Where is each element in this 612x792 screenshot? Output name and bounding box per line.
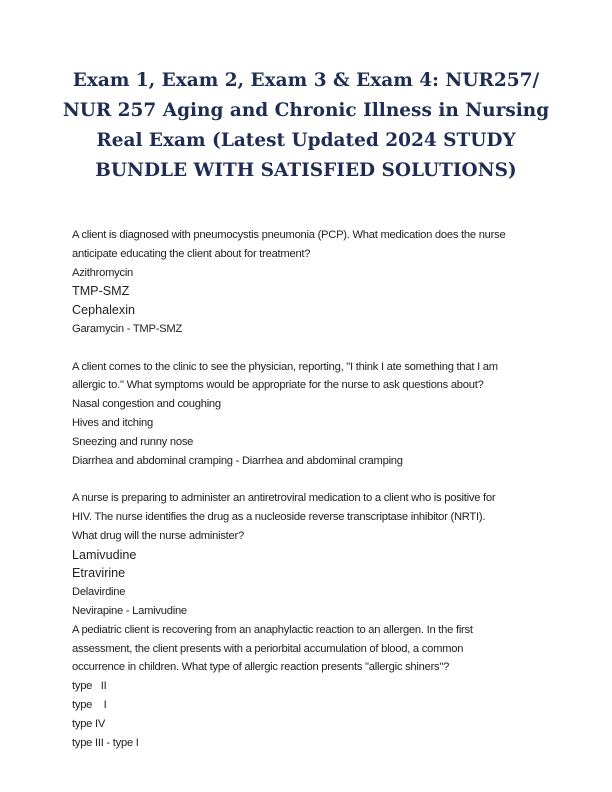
question-block	[72, 621, 552, 753]
title-line: Exam 1, Exam 2, Exam 3 & Exam 4: NUR257/	[72, 70, 540, 91]
question-stem: anticipate educating the client about for treatment?	[72, 247, 311, 260]
question-block	[72, 358, 552, 471]
answer-option: TMP-SMZ	[72, 284, 130, 299]
answer-option: Nasal congestion and coughing	[72, 398, 221, 411]
question-stem: occurrence in children. What type of allergic reaction presents "allergic shiners"?	[72, 661, 450, 674]
answer-option: Hives and itching	[72, 416, 153, 429]
answer-option: Diarrhea and abdominal cramping - Diarrhea and abdominal cramping	[72, 454, 403, 467]
question-stem: A client comes to the clinic to see the physician, reporting, "I think I ate something that I am	[72, 360, 498, 373]
answer-option: type II	[72, 680, 107, 693]
question-stem: allergic to." What symptoms would be appropriate for the nurse to ask questions about?	[72, 379, 484, 392]
question-stem: A client is diagnosed with pneumocystis pneumonia (PCP). What medication does the nurse	[72, 229, 506, 241]
answer-option: type I	[72, 698, 107, 711]
question-stem: A pediatric client is recovering from an anaphylactic reaction to an allergen. In the first	[72, 623, 473, 636]
document-title	[60, 66, 552, 186]
question-list	[72, 226, 552, 752]
answer-option: Lamivudine	[72, 547, 137, 562]
answer-option: type III - type I	[72, 736, 139, 749]
question-block	[72, 489, 552, 621]
answer-option: Azithromycin	[72, 266, 134, 279]
title-line: BUNDLE WITH SATISFIED SOLUTIONS)	[95, 160, 517, 181]
answer-option: type IV	[72, 717, 106, 730]
question-stem: assessment, the client presents with a periorbital accumulation of blood, a common	[72, 642, 464, 655]
question-stem: What drug will the nurse administer?	[72, 529, 244, 542]
answer-option: Sneezing and runny nose	[72, 435, 194, 448]
title-line: Real Exam (Latest Updated 2024 STUDY	[96, 130, 516, 151]
answer-option: Delavirdine	[72, 586, 126, 599]
title-line: NUR 257 Aging and Chronic Illness in Nursing	[62, 100, 550, 121]
answer-option: Etravirine	[72, 566, 126, 581]
spacer	[72, 470, 552, 489]
answer-option: Nevirapine - Lamivudine	[72, 604, 187, 617]
answer-option: Garamycin - TMP-SMZ	[72, 322, 183, 335]
spacer	[72, 339, 552, 358]
question-stem: A nurse is preparing to administer an antiretroviral medication to a client who is positive for	[72, 492, 496, 505]
question-block	[72, 226, 552, 339]
answer-option: Cephalexin	[72, 303, 136, 318]
question-stem: HIV. The nurse identifies the drug as a nucleoside reverse transcriptase inhibitor (NRTI).	[72, 510, 486, 523]
